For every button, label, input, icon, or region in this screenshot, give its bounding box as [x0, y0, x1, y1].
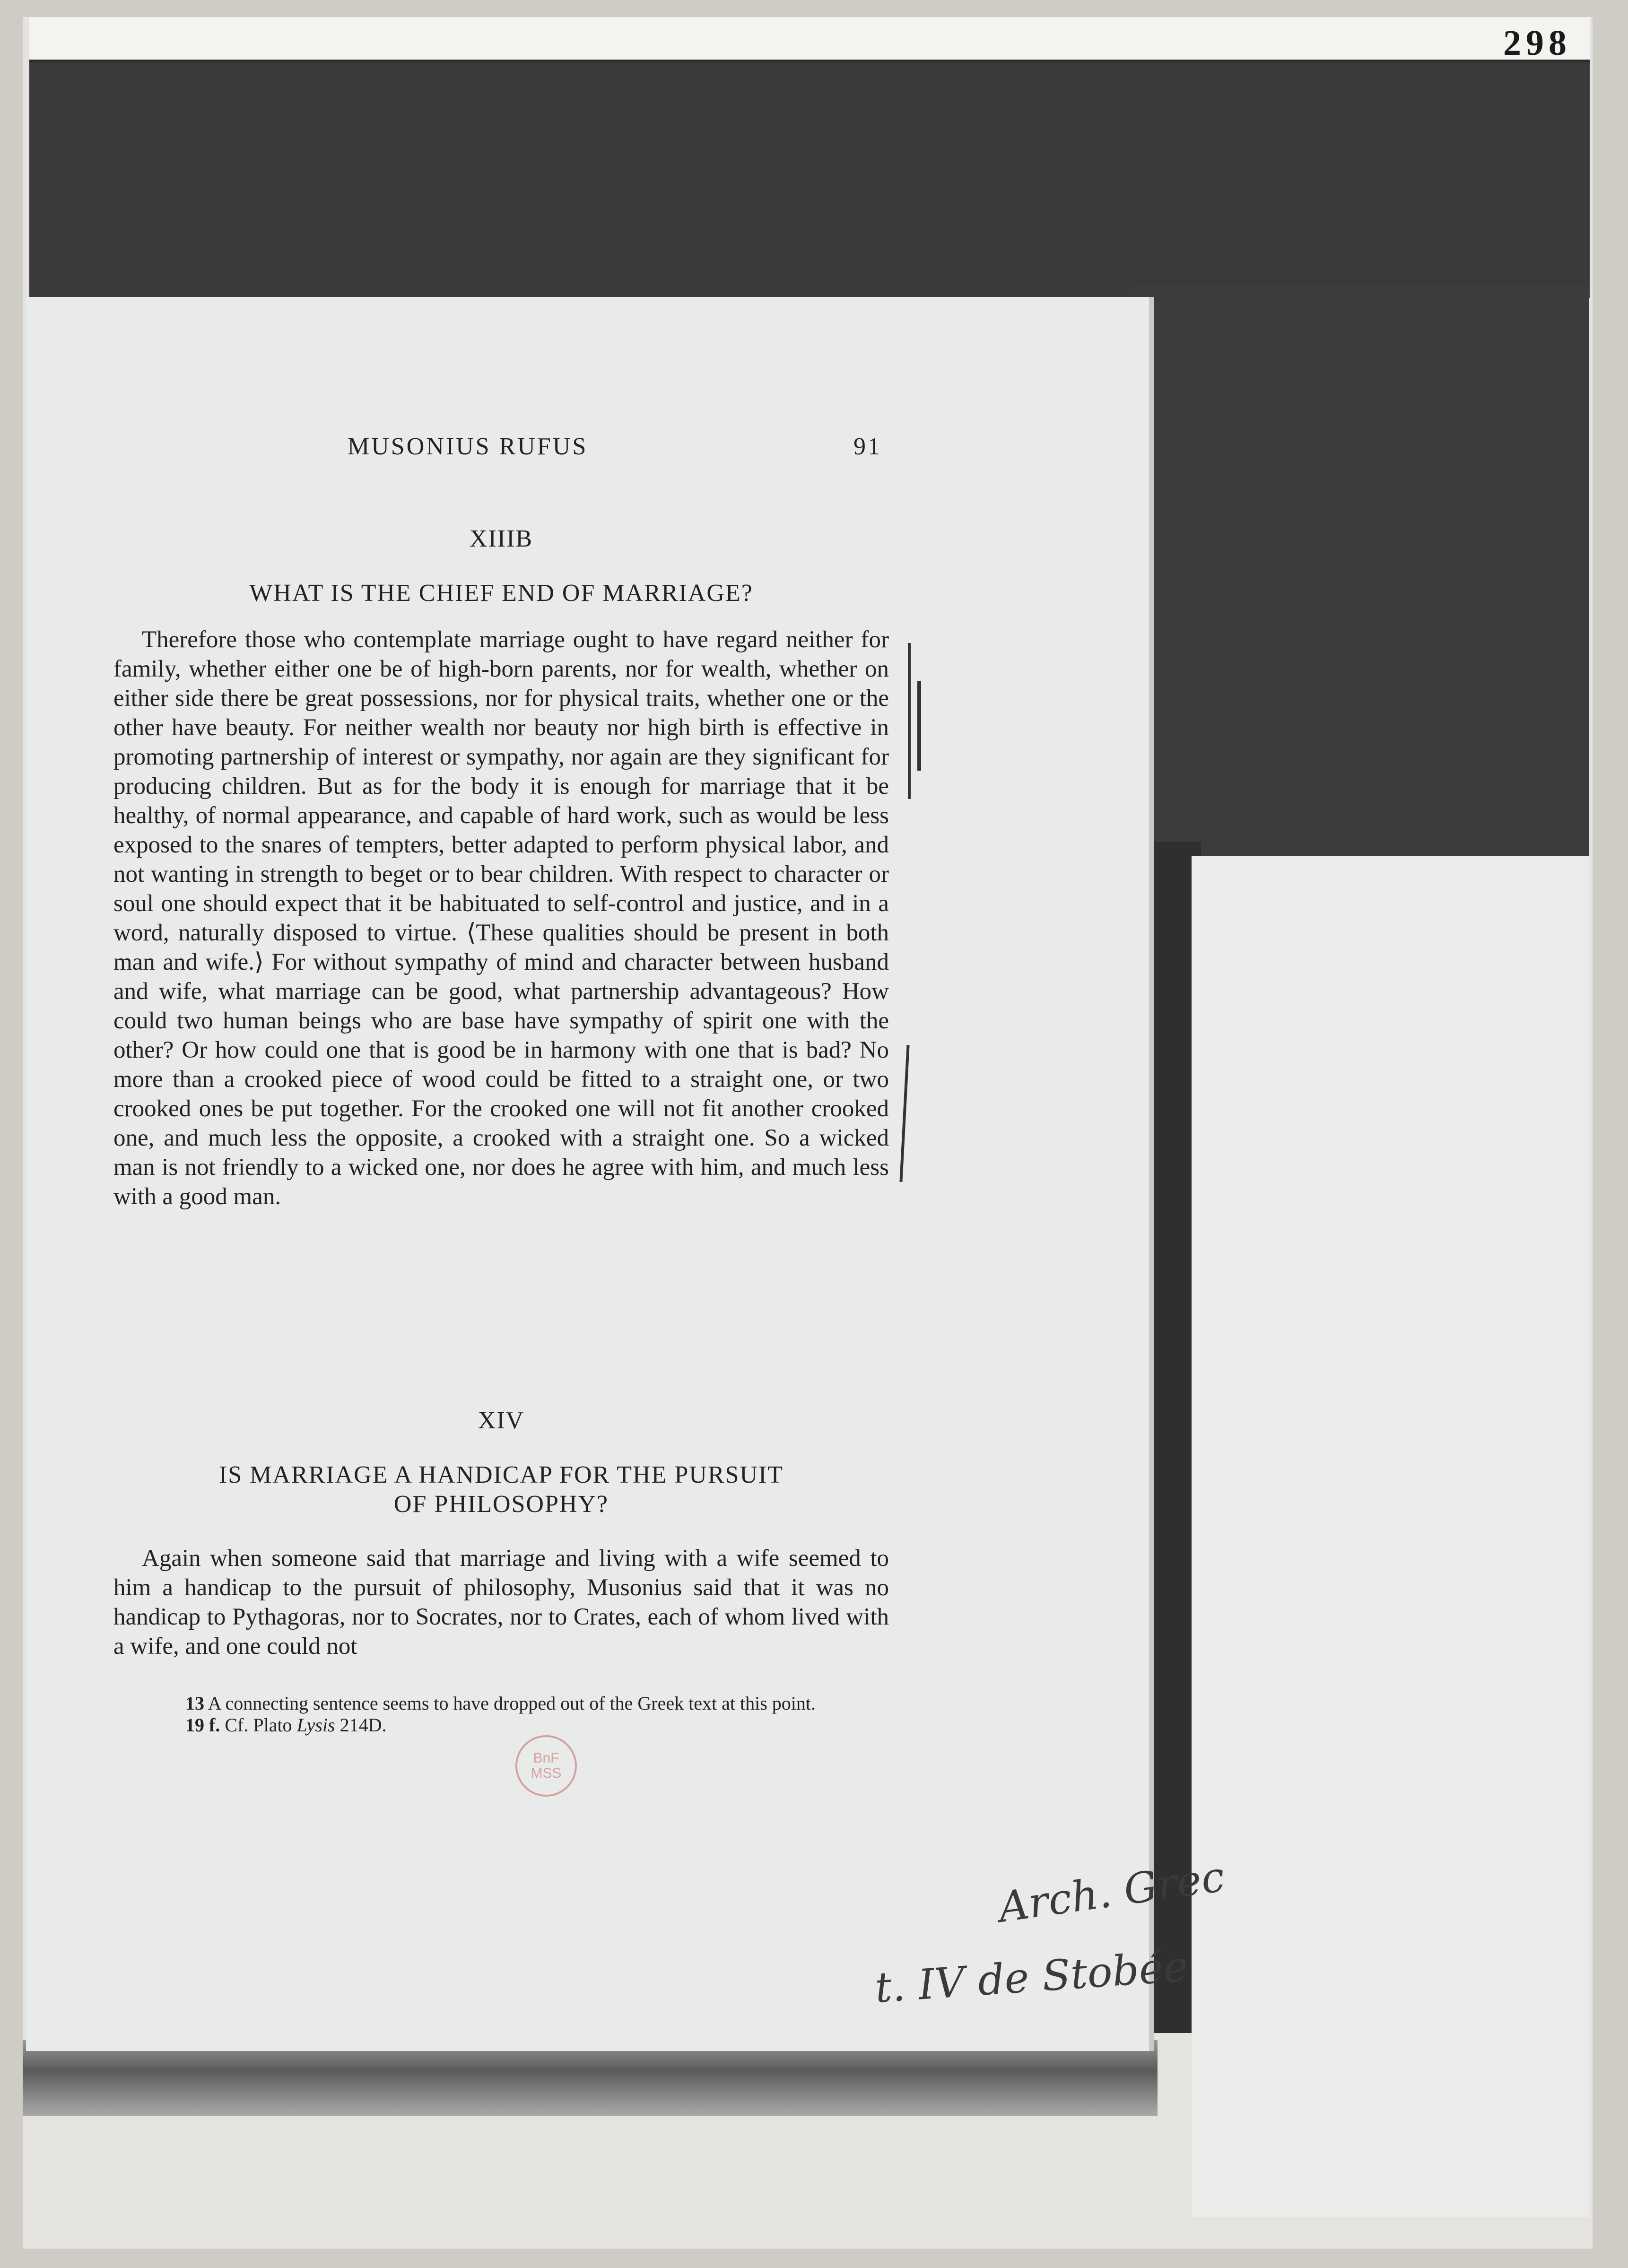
section-1-title: WHAT IS THE CHIEF END OF MARRIAGE?	[249, 580, 753, 607]
running-head-title: MUSONIUS RUFUS	[348, 433, 588, 460]
section-2-title-line-1: IS MARRIAGE A HANDICAP FOR THE PURSUIT	[218, 1461, 784, 1488]
footnote-text: A connecting sentence seems to have dropped out of the Greek text at this point.	[208, 1693, 816, 1714]
top-paper-strip	[29, 17, 1590, 62]
section-2-body	[113, 1544, 889, 1661]
footnotes	[185, 1693, 890, 1736]
section-1-number: XIIIB	[469, 525, 533, 552]
photocopy-shadow-top	[29, 28, 1590, 298]
margin-bracket-mark	[917, 681, 921, 771]
photocopy-shadow-bottom	[23, 2040, 1158, 2116]
footnote-text: Cf. Plato	[225, 1714, 297, 1736]
section-1-paragraph: Therefore those who contemplate marriage ought to have regard neither for family, whether either one be of high-born parents, nor for wealth, whether on either side there be great possessions, nor for physical traits, whether one or the other have beauty. For neither wealth nor beauty nor high birth is effective in promoting partnership of interest or sympathy, nor again are they significant for producing children. But as for the body it is enough for marriage that it be healthy, of normal appearance, and capable of hard work, such as would be less exposed to the snares of tempters, better adapted to perform physical labor, and not wanting in strength to beget or to bear children. With respect to character or soul one should expect that it be habituated to self-control and justice, and in a word, naturally disposed to virtue. ⟨These qualities should be present in both man and wife.⟩ For without sympathy of mind and character between husband and wife, what marriage can be good, what partnership advantageous? How could two human beings who are base have sympathy of spirit one with the other? Or how could one that is good be in harmony with one that is bad? No more than a crooked piece of wood could be fitted to a straight one, or two crooked ones be put together. For the crooked one will not fit another crooked one, and much less the opposite, a crooked with a straight one. So a wicked man is not friendly to a wicked one, nor does he agree with him, and much less with a good man.	[113, 626, 889, 1210]
footnote-number: 13	[185, 1693, 204, 1714]
footnote	[185, 1693, 890, 1714]
footnote	[185, 1714, 890, 1736]
section-2-paragraph: Again when someone said that marriage and living with a wife seemed to him a handicap to the pursuit of philosophy, Musonius said that it was no handicap to Pythagoras, nor to Socrates, nor to Crates, each of whom lived with a wife, and one could not	[113, 1545, 889, 1660]
section-2-number: XIV	[478, 1407, 525, 1434]
stamp-line: MSS	[531, 1765, 562, 1781]
section-2-title-line-2: OF PHILOSOPHY?	[393, 1491, 609, 1518]
running-head-page-number: 91	[853, 433, 882, 460]
footnote-text: 214D.	[335, 1714, 387, 1736]
library-stamp	[515, 1735, 577, 1797]
blank-paper-right	[1192, 856, 1589, 2217]
handwritten-note-line-1: Arch. Grec	[995, 1852, 1228, 1932]
margin-bracket-mark	[908, 643, 911, 799]
photocopy-shadow-right	[1130, 284, 1589, 860]
footnote-emphasis: Lysis	[296, 1714, 335, 1736]
folio-number: 298	[1503, 23, 1571, 63]
running-head	[348, 433, 882, 461]
footnote-number: 19 f.	[185, 1714, 220, 1736]
section-1-body	[113, 625, 889, 1211]
stamp-line: BnF	[533, 1750, 559, 1766]
handwritten-note-line-2: t. IV de Stobée	[873, 1941, 1190, 2013]
